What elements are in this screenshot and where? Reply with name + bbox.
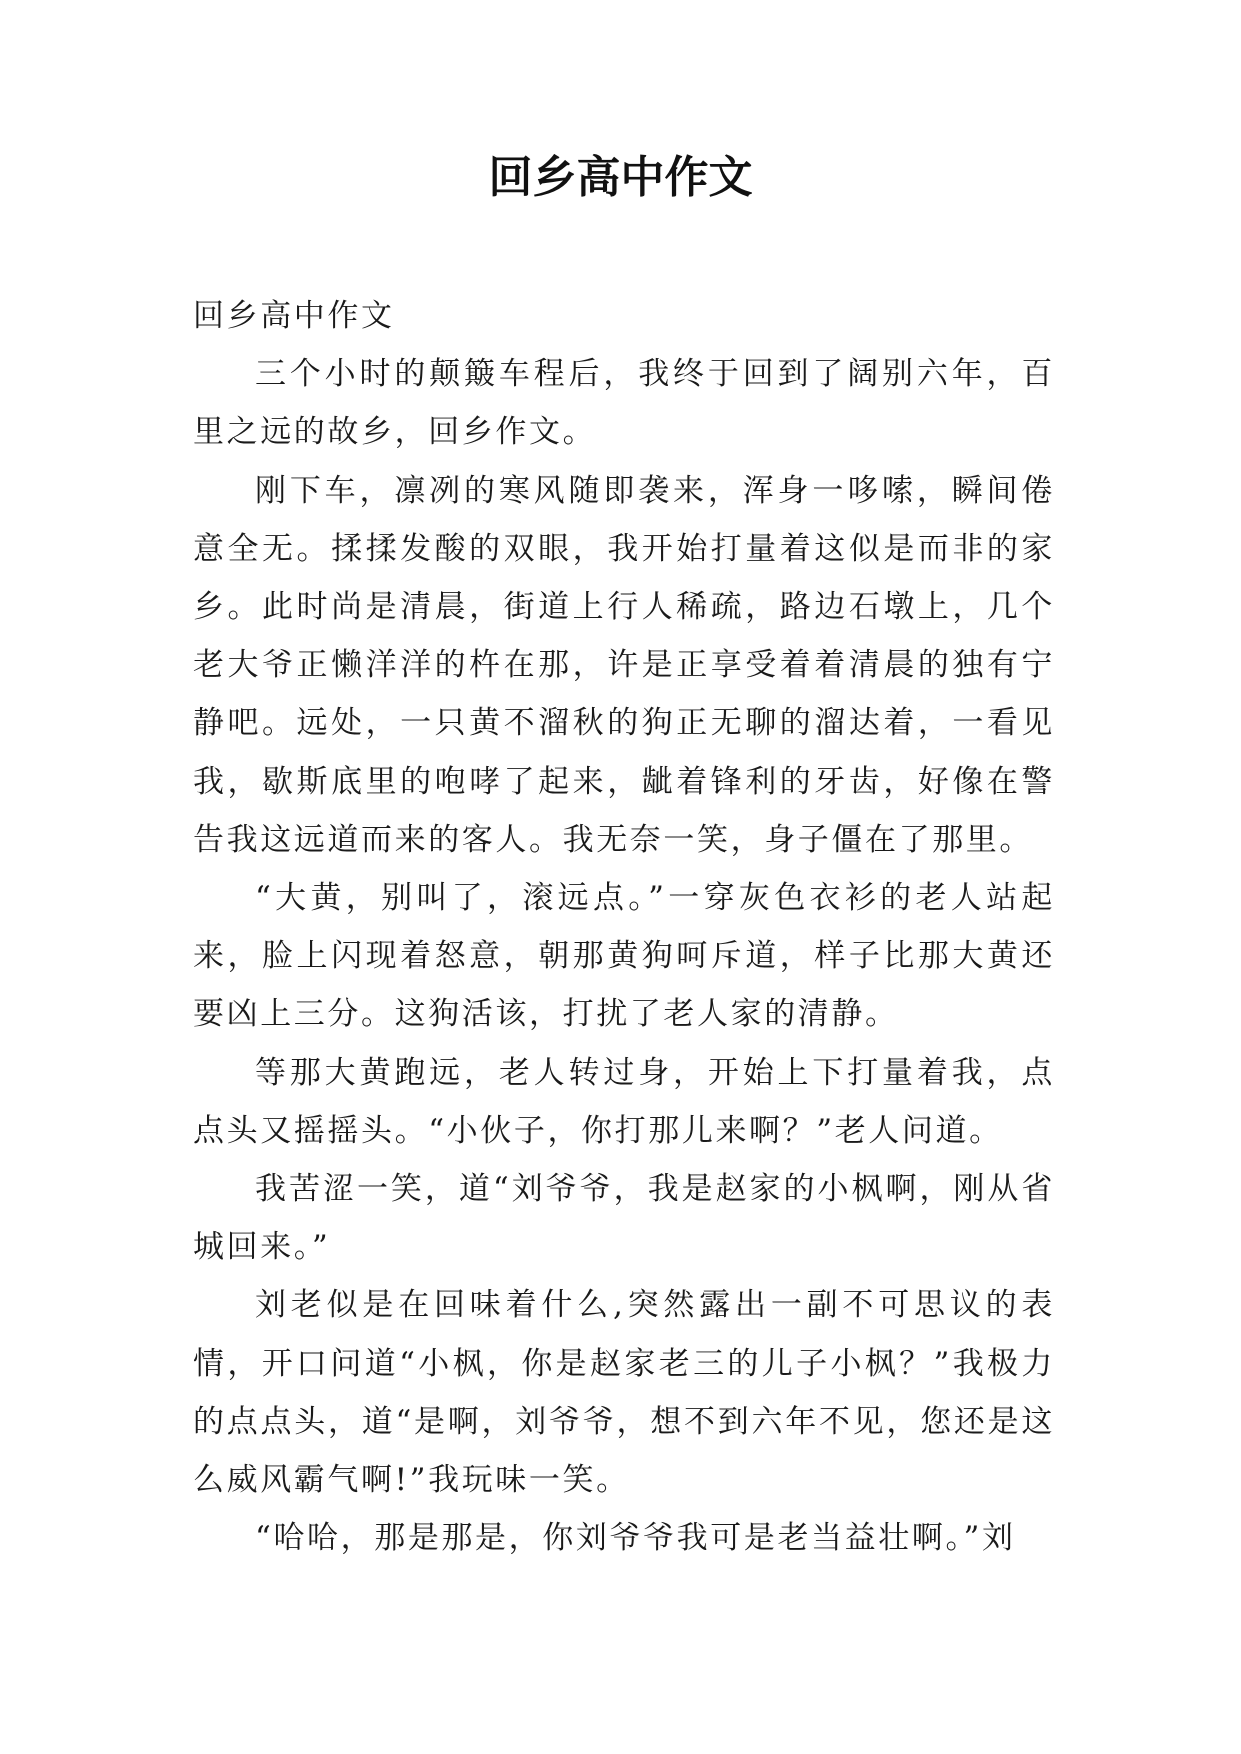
paragraph: 刘老似是在回味着什么,突然露出一副不可思议的表情，开口问道“小枫，你是赵家老三的儿子小枫？”我极力的点点头，道“是啊，刘爷爷，想不到六年不见，您还是这么威风霸气啊!”我玩味一笑。 <box>193 1287 1055 1499</box>
paragraph: “大黄，别叫了，滚远点。”一穿灰色衣衫的老人站起来，脸上闪现着怒意，朝那黄狗呵斥道，样子比那大黄还要凶上三分。这狗活该，打扰了老人家的清静。 <box>193 880 1055 1033</box>
document-body <box>193 287 1055 1567</box>
document-title: 回乡高中作文 <box>488 152 753 203</box>
paragraph: “哈哈，那是那是，你刘爷爷我可是老当益壮啊。”刘 <box>255 1520 1016 1557</box>
paragraph: 刚下车，凛冽的寒风随即袭来，浑身一哆嗦，瞬间倦意全无。揉揉发酸的双眼，我开始打量着这似是而非的家乡。此时尚是清晨，街道上行人稀疏，路边石墩上，几个老大爷正懒洋洋的杵在那，许是正享受着着清晨的独有宁静吧。远处，一只黄不溜秋的狗正无聊的溜达着，一看见我，歇斯底里的咆哮了起来，龇着锋利的牙齿，好像在警告我这远道而来的客人。我无奈一笑，身子僵在了那里。 <box>193 472 1055 858</box>
paragraph: 等那大黄跑远，老人转过身，开始上下打量着我，点点头又摇摇头。“小伙子，你打那儿来啊？”老人问道。 <box>193 1054 1055 1149</box>
essay-subtitle: 回乡高中作文 <box>193 298 395 334</box>
paragraph: 三个小时的颠簸车程后，我终于回到了阔别六年，百里之远的故乡，回乡作文。 <box>193 356 1055 451</box>
paragraph: 我苦涩一笑，道“刘爷爷，我是赵家的小枫啊，刚从省城回来。” <box>193 1171 1055 1266</box>
